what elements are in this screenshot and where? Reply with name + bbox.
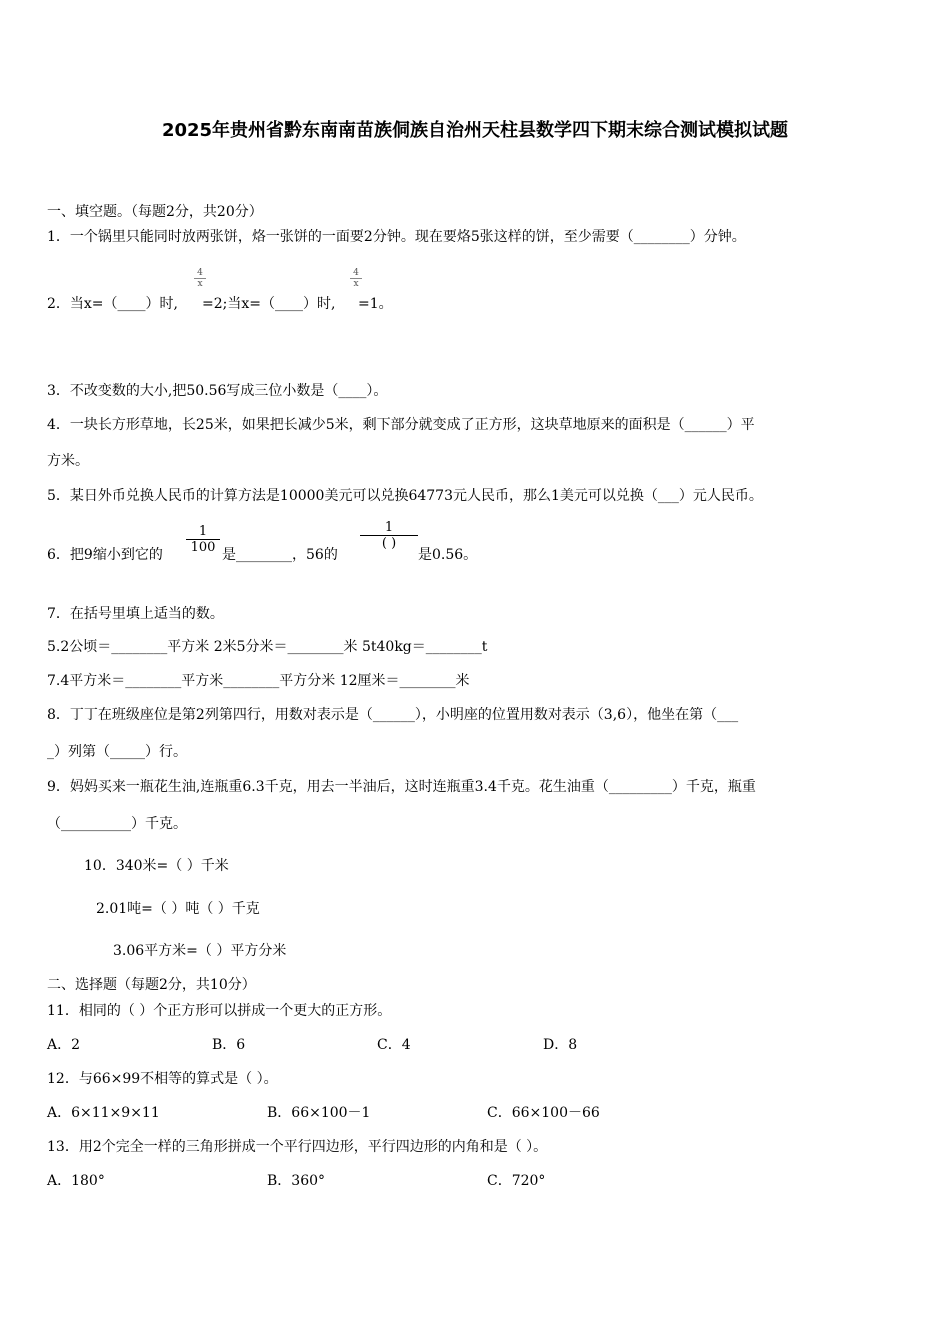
- q12-option-c: C．66×100－66: [487, 1105, 600, 1121]
- question-6-part-c: 是0.56。: [418, 547, 478, 563]
- question-11: 11．相同的（ ）个正方形可以拼成一个更大的正方形。: [47, 1003, 392, 1019]
- question-7-line-1: 5.2公顷＝________平方米 2米5分米＝________米 5t40kg＝________t: [47, 639, 488, 655]
- question-8-line-1: 8．丁丁在班级座位是第2列第四行，用数对表示是（______），小明座的位置用数对表示（3,6），他坐在第（___: [47, 707, 739, 723]
- question-5: 5．某日外币兑换人民币的计算方法是10000美元可以兑换64773元人民币，那么1美元可以兑换（___）元人民币。: [47, 488, 763, 504]
- fraction-denominator: 100: [190, 540, 216, 555]
- question-8-line-2: _）列第（_____）行。: [47, 744, 187, 760]
- fraction-denominator: ( ): [381, 536, 397, 551]
- q13-option-c: C．720°: [487, 1173, 546, 1189]
- question-9-line-2: （__________）千克。: [47, 816, 187, 832]
- fraction-denominator: x: [197, 279, 203, 289]
- question-2-part-b: =2;当x=（____）时,: [202, 296, 336, 312]
- question-10-line-3: 3.06平方米=（ ）平方分米: [113, 943, 287, 959]
- question-2-fraction-1: [194, 268, 206, 289]
- question-4-line-1: 4．一块长方形草地，长25米，如果把长减少5米，剩下部分就变成了正方形，这块草地原来的面积是（______）平: [47, 417, 755, 433]
- question-3: 3．不改变数的大小,把50.56写成三位小数是（____）。: [47, 383, 388, 399]
- fraction-denominator: x: [353, 279, 359, 289]
- question-10-line-1: 10．340米=（ ）千米: [84, 858, 229, 874]
- q11-option-b: B．6: [212, 1037, 246, 1053]
- section-choice-heading: 二、选择题（每题2分，共10分）: [47, 977, 256, 993]
- question-4-line-2: 方米。: [47, 453, 89, 469]
- q13-option-a: A．180°: [47, 1173, 105, 1189]
- question-6-part-b: 是________，56的: [222, 547, 338, 563]
- question-2-part-c: =1。: [358, 296, 393, 312]
- question-12: 12．与66×99不相等的算式是（ ）。: [47, 1071, 278, 1087]
- fraction-numerator: 4: [194, 268, 206, 279]
- page-title: 2025年贵州省黔东南南苗族侗族自治州天柱县数学四下期末综合测试模拟试题: [161, 120, 789, 141]
- question-6-part-a: 6．把9缩小到它的: [47, 547, 163, 563]
- question-2-fraction-2: [350, 268, 362, 289]
- q11-option-a: A．2: [47, 1037, 81, 1053]
- section-fill-in-heading: 一、填空题。（每题2分，共20分）: [47, 204, 263, 220]
- q13-option-b: B．360°: [267, 1173, 326, 1189]
- q12-option-b: B．66×100－1: [267, 1105, 371, 1121]
- question-1: 1．一个锅里只能同时放两张饼，烙一张饼的一面要2分钟。现在要烙5张这样的饼，至少需要（________）分钟。: [47, 229, 746, 245]
- question-10-line-2: 2.01吨=（ ）吨（ ）千克: [96, 901, 260, 917]
- q11-option-c: C．4: [377, 1037, 411, 1053]
- question-9-line-1: 9．妈妈买来一瓶花生油,连瓶重6.3千克，用去一半油后，这时连瓶重3.4千克。花生油重（_________）千克，瓶重: [47, 779, 756, 795]
- fraction-numerator: 4: [350, 268, 362, 279]
- question-6-fraction-1: [186, 524, 220, 555]
- q12-option-a: A．6×11×9×11: [47, 1105, 160, 1121]
- question-2-part-a: 2．当x=（____）时,: [47, 296, 178, 312]
- question-7: 7．在括号里填上适当的数。: [47, 606, 224, 622]
- q11-option-d: D．8: [543, 1037, 578, 1053]
- question-6-fraction-2: [360, 520, 418, 551]
- question-7-line-2: 7.4平方米＝________平方米________平方分米 12厘米＝________米: [47, 673, 470, 689]
- fraction-numerator: 1: [360, 520, 418, 536]
- fraction-numerator: 1: [186, 524, 220, 540]
- question-13: 13．用2个完全一样的三角形拼成一个平行四边形，平行四边形的内角和是（ ）。: [47, 1139, 548, 1155]
